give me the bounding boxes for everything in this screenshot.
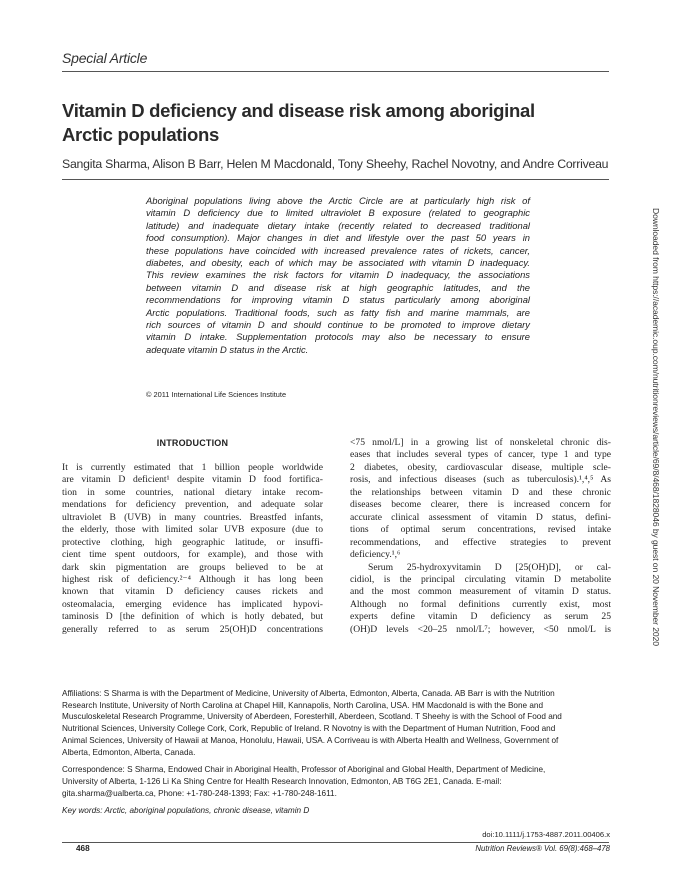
affiliation-line: Animal Sciences, University of Hawaii at Manoa, Honolulu, Hawaii, USA. A Corriveau is with Alberta Health and Wellness, Government of [62,735,559,745]
abstract-line: latitude) and inadequate dietary intake (recently related to decreased traditional [146,219,530,231]
body-line: the relationships between vitamin D and these chronic [350,486,611,498]
abstract [146,195,530,356]
body-line: tion in some countries, national dietary intake recom- [62,486,323,498]
abstract-line: diabetes, and obesity, each of which may be associated with vitamin D inadequacy. [146,257,530,269]
abstract-line: food consumption). Major changes in diet and lifestyle over the past 50 years in [146,232,530,244]
abstract-line: vitamin D intake. Supplementation protocols may also be necessary to ensure [146,331,530,343]
body-line: experts define vitamin D deficiency as serum 25 [350,611,611,623]
body-line: generally referred to as serum 25(OH)D concentrations [62,623,323,635]
body-line: cient time spent outdoors, for example), and those with [62,549,323,561]
correspondence-line: University of Alberta, 1-126 Li Ka Shing Centre for Health Research Innovation, Edmonton, AB T6G 2E1, Canada. E-mail: [62,776,502,786]
section-heading: INTRODUCTION [156,438,229,448]
author-list: Sangita Sharma, Alison B Barr, Helen M Macdonald, Tony Sheehy, Rachel Novotny, and Andre Corriveau [62,157,609,171]
abstract-line: vitamin D deficiency due to limited ultraviolet B exposure (related to geographic [146,207,530,219]
body-line: It is currently estimated that 1 billion people worldwide [62,461,323,473]
affiliations [62,688,622,758]
body-line: are vitamin D deficient¹ despite vitamin D food fortifica- [62,474,323,486]
body-line: mendations for deficiency prevention, and adequate solar [62,499,323,511]
title-line: Vitamin D deficiency and disease risk among aboriginal [62,100,535,121]
download-watermark: Downloaded from https://academic.oup.com/nutritionreviews/article/69/8/468/1828046 by guest on 20 November 2020 [651,208,661,646]
body-line: recommendations, and effective strategies to prevent [350,536,611,548]
affiliation-line: Nutritional Sciences, University College Cork, Cork, Republic of Ireland. R Novotny is with the Department of Human Nutrition, Food and [62,724,556,734]
body-line: tions of optimal serum concentrations, revised intake [350,524,611,536]
abstract-line: recommendations for improving vitamin D status particularly among aboriginal [146,294,530,306]
abstract-line: between vitamin D and disease risk at high geographic latitudes, and the [146,281,530,293]
body-line: eases that includes several types of cancer, type 1 and type [350,449,611,461]
page-number: 468 [76,844,90,853]
body-line: protective clothing, high geographic latitude, or insuffi- [62,536,323,548]
body-line: deficiency.¹,⁶ [350,549,401,561]
abstract-line: these populations have coincided with increased prevalence rates of rickets, cancer, [146,244,530,256]
body-line: Although no formal definitions currently exist, most [350,598,611,610]
body-line: 2 diabetes, obesity, cardiovascular disease, multiple scle- [350,461,611,473]
body-line: diseases become clearer, there is increased concern for [350,499,611,511]
body-line: <75 nmol/L] in a growing list of nonskeletal chronic dis- [350,437,611,448]
section-label: Special Article [62,50,148,66]
article-title [62,99,622,147]
body-line: osteomalacia, emerging evidence has implicated hypovi- [62,598,323,610]
body-line: highest risk of deficiency.²⁻⁴ Although it has long been [62,573,323,585]
keywords: Key words: Arctic, aboriginal populations, chronic disease, vitamin D [62,806,310,816]
bottom-rule [62,842,609,843]
journal-reference: Nutrition Reviews® Vol. 69(8):468–478 [475,844,610,853]
body-column-right [350,437,611,636]
affiliation-line: Research Institute, University of North Carolina at Chapel Hill, Kannapolis, North Carolina, USA. HM Macdonald is with the Bone and [62,700,544,710]
abstract-line: This review examines the risk factors for vitamin D inadequacy, the associations [146,269,530,281]
body-line: rosis, and infectious diseases (such as tuberculosis).¹,⁴,⁵ As [350,474,611,486]
affiliation-line: Alberta, Edmonton, Alberta, Canada. [62,747,196,757]
top-rule [62,71,609,72]
body-line: dark skin pigmentation are groups believed to be at [62,561,323,573]
body-line: the elderly, those with limited solar UVB exposure (due to [62,524,323,536]
title-line: Arctic populations [62,124,219,145]
body-line: and the most common measurement of vitamin D status. [350,586,611,598]
body-column-left [62,437,323,636]
abstract-line: Arctic populations. Traditional foods, such as fatty fish and marine mammals, are [146,306,530,318]
footnotes [62,688,622,817]
body-line: cidiol, is the principal circulating vitamin D metabolite [350,573,611,585]
body-line: known that vitamin D deficiency causes rickets and [62,586,323,598]
body-line: accurate clinical assessment of vitamin D status, defini- [350,511,611,523]
correspondence-line: gita.sharma@ualberta.ca, Phone: +1-780-248-1393; Fax: +1-780-248-1611. [62,788,337,798]
body-line: taminosis D [the definition of which is hotly debated, but [62,611,323,623]
body-line: (OH)D levels <20–25 nmol/L⁷; however, <50 nmol/L is [350,623,611,635]
body-line: Serum 25-hydroxyvitamin D [25(OH)D], or cal- [368,561,611,573]
affiliation-line: Musculoskeletal Research Programme, University of Aberdeen, Foresterhill, Aberdeen, Scotland. T Sheehy is with the School of Food and [62,712,562,722]
affiliation-line: Affiliations: S Sharma is with the Department of Medicine, University of Alberta, Edmonton, Alberta, Canada. AB Barr is with the Nutrition [62,689,555,698]
doi: doi:10.1111/j.1753-4887.2011.00406.x [482,830,610,839]
copyright-notice: © 2011 International Life Sciences Institute [146,390,287,399]
abstract-line: adequate vitamin D status in the Arctic. [146,343,309,355]
correspondence-line: Correspondence: S Sharma, Endowed Chair in Aboriginal Health, Professor of Aboriginal and Global Health, Department of Medicine, [62,765,546,775]
correspondence [62,764,622,799]
abstract-line: rich sources of vitamin D and should continue to be promoted to improve dietary [146,319,530,331]
authors-rule [62,179,609,180]
abstract-line: Aboriginal populations living above the Arctic Circle are at particularly high risk of [146,195,530,206]
body-line: ultraviolet B (UVB) in many countries. Breastfed infants, [62,511,323,523]
